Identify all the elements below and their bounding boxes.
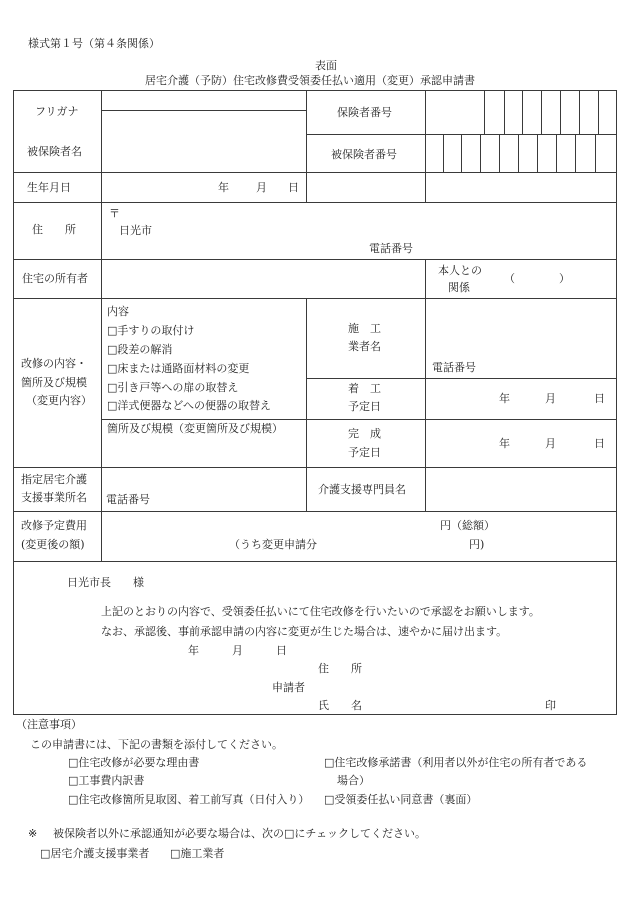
insured-name-label: 被保険者名 bbox=[27, 145, 82, 158]
application-body-line1: 上記のとおりの内容で、受領委任払いにて住宅改修を行いたいので承認をお願いします。 bbox=[101, 605, 540, 618]
address-field[interactable] bbox=[102, 203, 616, 259]
attachment-owner-consent-line2: 場合） bbox=[337, 774, 370, 787]
owner-relation-label-line1: 本人との bbox=[438, 264, 482, 277]
start-day-unit: 日 bbox=[594, 392, 605, 405]
birth-year-unit: 年 bbox=[218, 181, 229, 194]
form-side-label: 表面 bbox=[315, 59, 337, 72]
notes-heading: （注意事項） bbox=[16, 718, 82, 731]
asterisk-mark: ※ bbox=[28, 827, 38, 840]
applicant-name-field[interactable] bbox=[380, 697, 540, 713]
form-number: 様式第１号（第４条関係） bbox=[28, 37, 160, 50]
address-label: 住 所 bbox=[32, 223, 76, 236]
checkbox-western-toilet[interactable]: □洋式便器などへの便器の取替え bbox=[107, 399, 271, 412]
cost-field[interactable] bbox=[102, 512, 616, 561]
contractor-label-line2: 業者名 bbox=[348, 340, 381, 353]
insurer-number-field[interactable] bbox=[426, 91, 616, 134]
owner-relation-label-line2: 関係 bbox=[448, 281, 470, 294]
completion-date-field[interactable] bbox=[426, 420, 616, 467]
addressee: 日光市長 様 bbox=[67, 576, 144, 589]
attachment-cost-breakdown[interactable]: □工事費内訳書 bbox=[68, 774, 145, 787]
location-scale-field[interactable] bbox=[102, 438, 306, 467]
completion-year-unit: 年 bbox=[499, 437, 510, 450]
seal-mark: 印 bbox=[545, 699, 556, 712]
completion-date-label-line1: 完 成 bbox=[348, 427, 381, 440]
renovation-label-line2: 箇所及び規模 bbox=[21, 376, 87, 389]
cost-label-line2: (変更後の額) bbox=[21, 538, 85, 551]
birth-date-field[interactable] bbox=[102, 173, 306, 202]
content-heading: 内容 bbox=[107, 305, 129, 318]
applicant-address-field[interactable] bbox=[380, 660, 600, 678]
support-office-label-line2: 支援事業所名 bbox=[21, 491, 87, 504]
owner-relation-field[interactable]: （ ） bbox=[504, 272, 570, 285]
page-title: 居宅介護（予防）住宅改修費受領委任払い適用（変更）承認申請書 bbox=[145, 74, 475, 87]
applicant-name-label: 氏 名 bbox=[318, 699, 362, 712]
postal-mark: 〒 bbox=[109, 207, 120, 220]
checkbox-contractor[interactable]: □施工業者 bbox=[170, 847, 225, 860]
renovation-label-line3: （変更内容） bbox=[26, 394, 92, 407]
start-month-unit: 月 bbox=[545, 392, 556, 405]
attachment-sketch-photos[interactable]: □住宅改修箇所見取図、着工前写真（日付入り） bbox=[68, 793, 310, 806]
notification-notice: 被保険者以外に承認通知が必要な場合は、次の□にチェックしてください。 bbox=[53, 827, 427, 840]
birth-date-label: 生年月日 bbox=[27, 181, 71, 194]
insured-name-field[interactable] bbox=[102, 111, 306, 172]
checkbox-step-removal[interactable]: □段差の解消 bbox=[107, 343, 173, 356]
notes-intro: この申請書には、下記の書類を添付してください。 bbox=[30, 738, 283, 751]
application-date[interactable]: 年 月 日 bbox=[188, 644, 287, 657]
location-scale-heading: 箇所及び規模（変更箇所及び規模） bbox=[107, 422, 283, 435]
contractor-field[interactable] bbox=[426, 299, 616, 378]
contractor-phone-label: 電話番号 bbox=[432, 361, 476, 374]
attachment-owner-consent-line1[interactable]: □住宅改修承諾書（利用者以外が住宅の所有者である bbox=[324, 756, 588, 769]
checkbox-floor-material[interactable]: □床または通路面材料の変更 bbox=[107, 362, 250, 375]
furigana-label: フリガナ bbox=[35, 105, 79, 118]
support-office-phone-label: 電話番号 bbox=[106, 493, 150, 506]
house-owner-label: 住宅の所有者 bbox=[22, 272, 88, 285]
insurer-number-label: 保険者番号 bbox=[337, 106, 392, 119]
cost-change-label: （うち変更申請分 bbox=[229, 538, 317, 551]
attachment-entrustment-consent[interactable]: □受領委任払い同意書（裏面） bbox=[324, 793, 478, 806]
furigana-field[interactable] bbox=[102, 91, 306, 110]
checkbox-sliding-door[interactable]: □引き戸等への扉の取替え bbox=[107, 381, 239, 394]
checkbox-handrail[interactable]: □手すりの取付け bbox=[107, 324, 195, 337]
applicant-address-label: 住 所 bbox=[318, 662, 362, 675]
house-owner-field[interactable] bbox=[102, 260, 425, 298]
start-date-label-line1: 着 工 bbox=[348, 382, 381, 395]
cost-total-unit: 円（総額） bbox=[440, 519, 495, 532]
contractor-label-line1: 施 工 bbox=[348, 322, 381, 335]
care-manager-field[interactable] bbox=[426, 468, 616, 511]
application-body-line2: なお、承認後、事前承認申請の内容に変更が生じた場合は、速やかに届け出ます。 bbox=[101, 625, 508, 638]
care-manager-label: 介護支援専門員名 bbox=[318, 483, 406, 496]
start-date-field[interactable] bbox=[426, 379, 616, 419]
start-year-unit: 年 bbox=[499, 392, 510, 405]
insured-number-label: 被保険者番号 bbox=[331, 148, 397, 161]
applicant-label: 申請者 bbox=[272, 681, 305, 694]
attachment-reason[interactable]: □住宅改修が必要な理由書 bbox=[68, 756, 200, 769]
completion-date-label-line2: 予定日 bbox=[348, 446, 381, 459]
cost-change-unit: 円) bbox=[469, 538, 485, 551]
renovation-label-line1: 改修の内容・ bbox=[21, 357, 87, 370]
cost-label-line1: 改修予定費用 bbox=[21, 519, 87, 532]
insured-number-field[interactable] bbox=[426, 135, 616, 172]
completion-month-unit: 月 bbox=[545, 437, 556, 450]
birth-month-unit: 月 bbox=[256, 181, 267, 194]
completion-day-unit: 日 bbox=[594, 437, 605, 450]
checkbox-care-support-office[interactable]: □居宅介護支援事業者 bbox=[40, 847, 150, 860]
support-office-label-line1: 指定居宅介護 bbox=[21, 473, 87, 486]
address-city: 日光市 bbox=[119, 224, 152, 237]
birth-day-unit: 日 bbox=[288, 181, 299, 194]
address-phone-label: 電話番号 bbox=[369, 242, 413, 255]
support-office-field[interactable] bbox=[102, 468, 306, 511]
start-date-label-line2: 予定日 bbox=[348, 400, 381, 413]
